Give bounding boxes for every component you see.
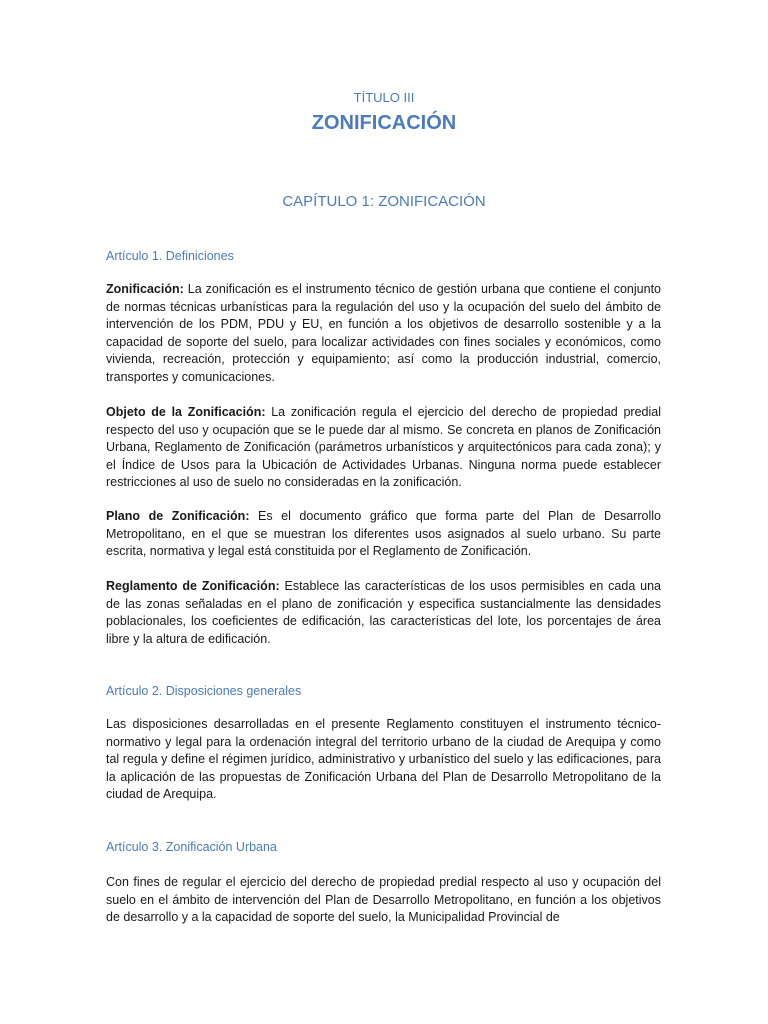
titulo-name: ZONIFICACIÓN xyxy=(311,112,457,134)
article-heading: Artículo 2. Disposiciones generales xyxy=(106,684,302,698)
body-paragraph xyxy=(106,716,661,804)
definition-text: La zonificación es el instrumento técnico de gestión urbana que contiene el conjunto de normas técnicas urbanísticas para la regulación del uso y la ocupación del suelo del ámbito de intervención de los PDM, PDU y EU, en función a los objetivos de desarrollo sostenible y a la capacidad de soporte del suelo, para localizar actividades con fines sociales y económicos, como vivienda, recreación, protección y equipamiento; así como la producción industrial, comercio, transportes y comunicaciones. xyxy=(106,282,661,384)
definition-text: La zonificación regula el ejercicio del derecho de propiedad predial respecto del uso y ocupación que se le puede dar al mismo. Se concreta en planos de Zonificación Urbana, Reglamento de Zonificación (parámetros urbanísticos y arquitectónicos para cada zona); y el Índice de Usos para la Ubicación de Actividades Urbanas. Ninguna norma puede establecer restricciones al uso de suelo no consideradas en la zonificación. xyxy=(106,405,661,490)
article-heading: Artículo 1. Definiciones xyxy=(106,249,234,263)
article-heading: Artículo 3. Zonificación Urbana xyxy=(106,840,277,854)
titulo-label: TÍTULO III xyxy=(353,90,415,105)
definition-term: Objeto de la Zonificación: xyxy=(106,405,266,419)
definition-paragraph xyxy=(106,281,661,387)
definition-text: Es el documento gráfico que forma parte del Plan de Desarrollo Metropolitano, en el que se muestran los diferentes usos asignados al suelo urbano. Su parte escrita, normativa y legal está constituida por el Reglamento de Zonificación. xyxy=(106,509,662,559)
definition-paragraph xyxy=(106,404,661,492)
definition-paragraph xyxy=(106,578,661,648)
definition-paragraph xyxy=(106,508,661,561)
definition-text: Establece las características de los usos permisibles en cada una de las zonas señaladas en el plano de zonificación y especifica sustancialmente las densidades poblacionales, los coeficientes de edificación, las características del lote, los porcentajes de área libre y la altura de edificación. xyxy=(106,579,661,646)
definition-term: Plano de Zonificación: xyxy=(106,509,250,523)
definition-term: Reglamento de Zonificación: xyxy=(106,579,280,593)
body-text: Las disposiciones desarrolladas en el presente Reglamento constituyen el instrumento técnico-normativo y legal para la ordenación integral del territorio urbano de la ciudad de Arequipa y como tal regula y define el régimen jurídico, administrativo y urbanístico del suelo y las edificaciones, para la aplicación de las propuestas de Zonificación Urbana del Plan de Desarrollo Metropolitano de la ciudad de Arequipa. xyxy=(106,717,661,802)
definition-term: Zonificación: xyxy=(106,282,184,296)
body-paragraph xyxy=(106,874,661,927)
body-text: Con fines de regular el ejercicio del derecho de propiedad predial respecto al uso y ocupación del suelo en el ámbito de intervención del Plan de Desarrollo Metropolitano, en función a los objetivos de desarrollo y a la capacidad de soporte del suelo, la Municipalidad Provincial de xyxy=(106,875,661,925)
chapter-heading: CAPÍTULO 1: ZONIFICACIÓN xyxy=(282,193,486,210)
